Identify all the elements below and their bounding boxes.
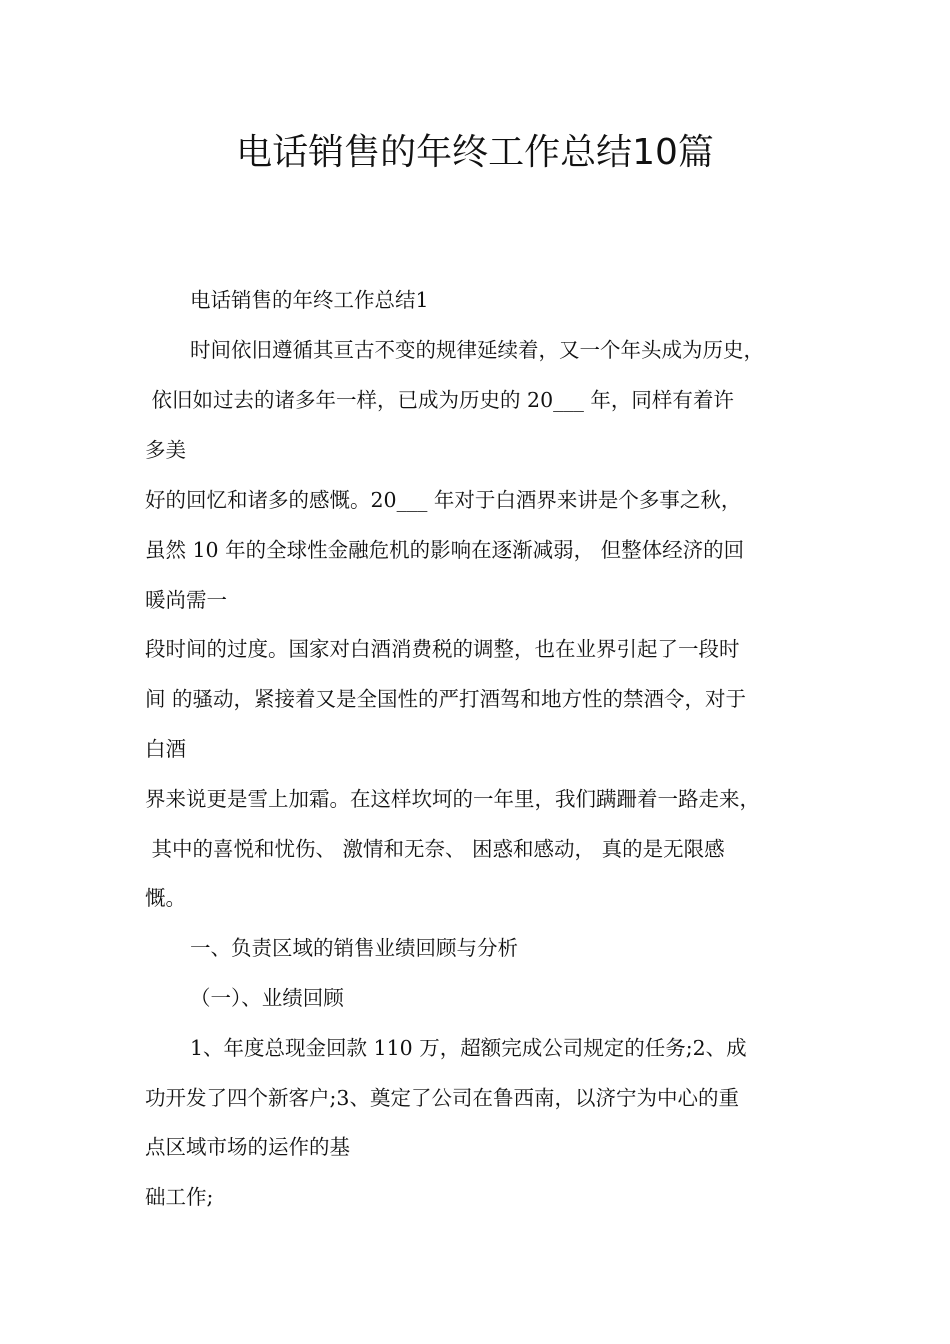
paragraph-line: 暖尚需一: [145, 588, 227, 612]
paragraph-line: 时间依旧遵循其亘古不变的规律延续着，又一个年头成为历史，: [190, 338, 764, 362]
paragraph-line: 慨。: [145, 886, 186, 910]
paragraph-line: 功开发了四个新客户;3、奠定了公司在鲁西南，以济宁为中心的重: [145, 1086, 739, 1110]
paragraph-line: 段时间的过度。国家对白酒消费税的调整，也在业界引起了一段时: [145, 637, 740, 661]
section-heading: 电话销售的年终工作总结1: [190, 288, 429, 312]
paragraph-line: 1、年度总现金回款 110 万，超额完成公司规定的任务;2、成: [190, 1036, 747, 1060]
paragraph-line: 白酒: [145, 737, 186, 761]
paragraph-line: 间 的骚动，紧接着又是全国性的严打酒驾和地方性的禁酒令，对于: [145, 687, 747, 711]
section-heading: 一、负责区域的销售业绩回顾与分析: [190, 936, 518, 960]
paragraph-line: 其中的喜悦和忧伤、 激情和无奈、 困惑和感动， 真的是无限感: [145, 837, 725, 861]
subsection-heading: （一）、业绩回顾: [190, 986, 344, 1010]
paragraph-line: 界来说更是雪上加霜。在这样坎坷的一年里，我们蹒跚着一路走来，: [145, 787, 760, 811]
paragraph-line: 虽然 10 年的全球性金融危机的影响在逐渐减弱， 但整体经济的回: [145, 538, 745, 562]
paragraph-line: 础工作;: [145, 1185, 214, 1209]
document-title: 电话销售的年终工作总结10篇: [236, 132, 714, 173]
paragraph-line: 点区域市场的运作的基: [145, 1135, 350, 1159]
paragraph-line: 好的回忆和诸多的感慨。20___ 年对于白酒界来讲是个多事之秋，: [145, 488, 742, 512]
paragraph-line: 多美: [145, 438, 186, 462]
paragraph-line: 依旧如过去的诸多年一样，已成为历史的 20___ 年，同样有着许: [145, 388, 734, 412]
